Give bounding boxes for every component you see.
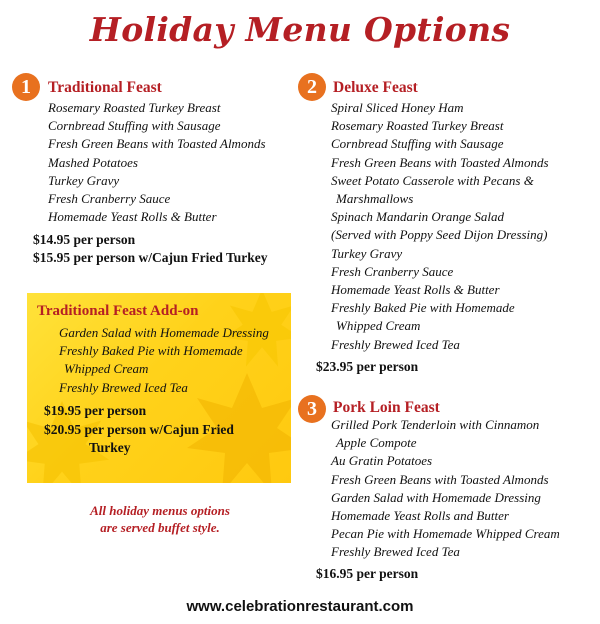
section-number-badge: 3 bbox=[298, 395, 326, 423]
menu-item: Freshly Brewed Iced Tea bbox=[331, 544, 460, 560]
menu-item: Fresh Green Beans with Toasted Almonds bbox=[331, 471, 549, 487]
menu-item: Fresh Green Beans with Toasted Almonds bbox=[48, 136, 266, 152]
menu-items-list bbox=[331, 99, 549, 354]
addon-items-list bbox=[59, 324, 269, 397]
addon-title: Traditional Feast Add-on bbox=[37, 303, 199, 319]
menu-item: Marshmallows bbox=[336, 191, 414, 207]
menu-item: Spiral Sliced Honey Ham bbox=[331, 100, 464, 115]
menu-item: Garden Salad with Homemade Dressing bbox=[331, 489, 541, 505]
buffet-note bbox=[40, 502, 280, 536]
price: $19.95 per person bbox=[44, 403, 147, 418]
menu-item: Homemade Yeast Rolls & Butter bbox=[331, 282, 500, 298]
menu-item: Homemade Yeast Rolls and Butter bbox=[331, 508, 509, 524]
section-title: Traditional Feast bbox=[48, 79, 162, 96]
price: $20.95 per person w/Cajun Fried bbox=[44, 422, 234, 437]
menu-item: Rosemary Roasted Turkey Breast bbox=[331, 118, 504, 134]
section-number-badge: 1 bbox=[12, 73, 40, 101]
price: $14.95 per person bbox=[33, 232, 136, 247]
menu-item: Freshly Baked Pie with Homemade bbox=[59, 343, 243, 359]
price: $23.95 per person bbox=[316, 359, 419, 374]
menu-item: Whipped Cream bbox=[64, 361, 149, 377]
menu-item: Freshly Brewed Iced Tea bbox=[331, 336, 460, 352]
website-link[interactable]: www.celebrationrestaurant.com bbox=[186, 598, 414, 615]
section-title: Pork Loin Feast bbox=[333, 399, 440, 416]
menu-item: Garden Salad with Homemade Dressing bbox=[59, 325, 269, 340]
page-title: Holiday Menu Options bbox=[89, 10, 511, 49]
menu-items-list bbox=[331, 416, 560, 562]
menu-item: Freshly Brewed Iced Tea bbox=[59, 379, 188, 395]
menu-item: Cornbread Stuffing with Sausage bbox=[48, 118, 221, 134]
menu-item: Rosemary Roasted Turkey Breast bbox=[48, 100, 221, 115]
price: Turkey bbox=[89, 440, 131, 455]
menu-items-list bbox=[48, 99, 266, 226]
menu-item: Turkey Gravy bbox=[48, 172, 120, 188]
menu-item: Spinach Mandarin Orange Salad bbox=[331, 209, 504, 225]
menu-item: Fresh Green Beans with Toasted Almonds bbox=[331, 154, 549, 170]
price: $15.95 per person w/Cajun Fried Turkey bbox=[33, 250, 268, 265]
price: $16.95 per person bbox=[316, 566, 419, 581]
menu-item: Mashed Potatoes bbox=[48, 154, 138, 170]
menu-item: Homemade Yeast Rolls & Butter bbox=[48, 209, 217, 225]
menu-item: Sweet Potato Casserole with Pecans & bbox=[331, 172, 534, 188]
menu-item: Pecan Pie with Homemade Whipped Cream bbox=[331, 526, 560, 542]
note-line: All holiday menus options bbox=[90, 503, 230, 518]
menu-item: Whipped Cream bbox=[336, 318, 421, 334]
menu-item: Au Gratin Potatoes bbox=[331, 453, 433, 469]
note-line: are served buffet style. bbox=[100, 520, 220, 535]
section-number-badge: 2 bbox=[298, 73, 326, 101]
menu-item: Freshly Baked Pie with Homemade bbox=[331, 300, 515, 316]
menu-item: Fresh Cranberry Sauce bbox=[331, 263, 454, 279]
menu-item: (Served with Poppy Seed Dijon Dressing) bbox=[331, 227, 548, 243]
menu-item: Grilled Pork Tenderloin with Cinnamon bbox=[331, 417, 540, 432]
menu-item: Fresh Cranberry Sauce bbox=[48, 191, 171, 207]
menu-item: Turkey Gravy bbox=[331, 245, 403, 261]
addon-box bbox=[27, 293, 291, 483]
section-title: Deluxe Feast bbox=[333, 79, 418, 96]
menu-item: Cornbread Stuffing with Sausage bbox=[331, 136, 504, 152]
menu-item: Apple Compote bbox=[336, 435, 417, 451]
